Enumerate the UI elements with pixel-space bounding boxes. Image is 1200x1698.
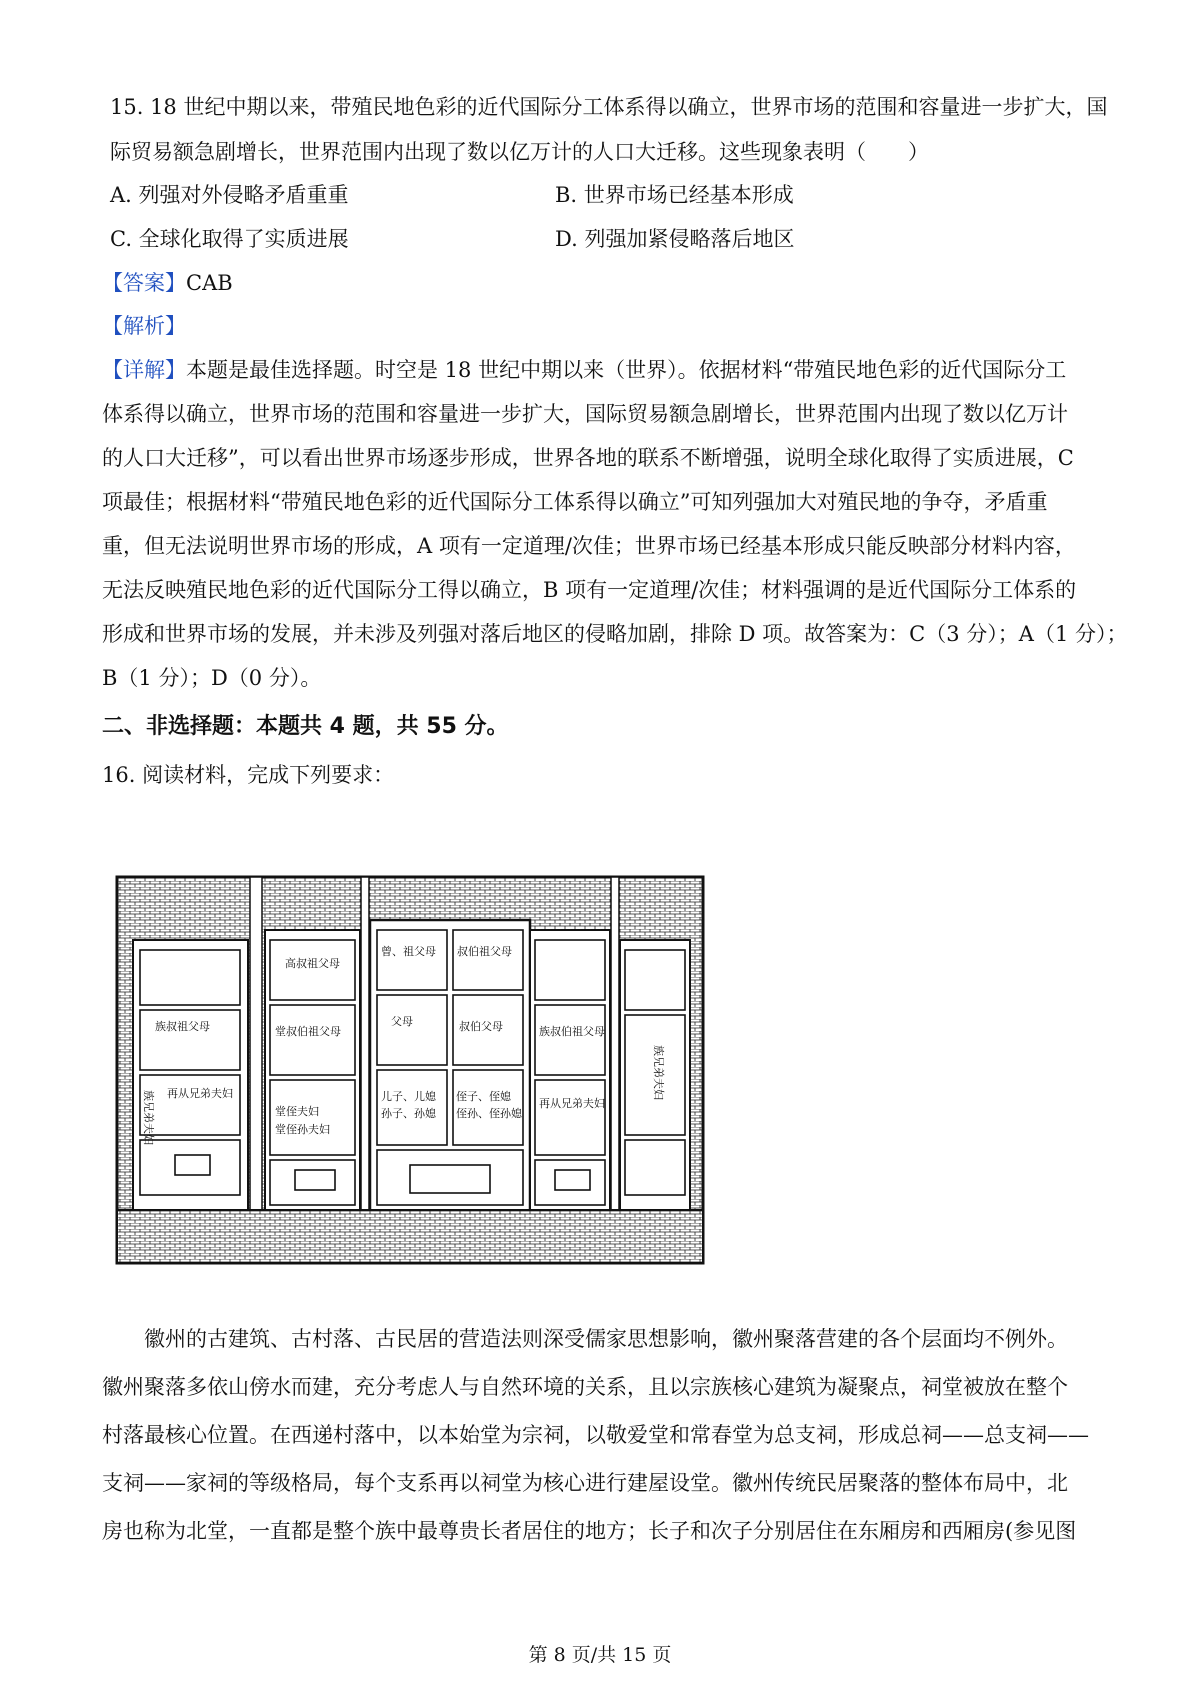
detail-tag: 【详解】 bbox=[102, 358, 186, 382]
detail-line-2: 体系得以确立，世界市场的范围和容量进一步扩大，国际贸易额急剧增长，世界范围内出现了数以亿万计 bbox=[102, 402, 1068, 426]
label-c-top1: 曾、祖父母 bbox=[381, 945, 436, 958]
section-2-heading: 二、非选择题：本题共 4 题，共 55 分。 bbox=[102, 714, 509, 739]
detail-line-8: B（1 分）；D（0 分）。 bbox=[102, 666, 322, 690]
label-mid-1: 堂叔伯祖父母 bbox=[275, 1025, 341, 1038]
label-left-3: 再从兄弟夫妇 bbox=[167, 1087, 233, 1100]
label-r-2: 再从兄弟夫妇 bbox=[539, 1097, 605, 1110]
detail-text-1: 本题是最佳选择题。时空是 18 世纪中期以来（世界）。依据材料“带殖民地色彩的近代国际分工 bbox=[186, 358, 1067, 382]
material-line-4: 支祠——家祠的等级格局，每个支系再以祠堂为核心进行建屋设堂。徽州传统民居聚落的整体布局中，北 bbox=[102, 1471, 1068, 1495]
detail-line-7: 形成和世界市场的发展，并未涉及列强对落后地区的侵略加剧，排除 D 项。故答案为：C（3 分）；A（1 分）； bbox=[102, 622, 1128, 646]
label-upper-left: 高叔祖父母 bbox=[285, 957, 340, 970]
label-c-low3: 侄子、侄媳 bbox=[456, 1090, 511, 1103]
label-c-low1: 儿子、儿媳 bbox=[381, 1090, 436, 1103]
floor-plan-svg bbox=[115, 875, 705, 1295]
label-mid-3: 堂侄孙夫妇 bbox=[275, 1123, 330, 1136]
label-r-1: 族叔伯祖父母 bbox=[539, 1025, 605, 1038]
label-c-mid2: 叔伯父母 bbox=[459, 1020, 503, 1033]
label-r-3: 族兄弟夫妇 bbox=[652, 1045, 665, 1100]
q15-stem-line1: 15. 18 世纪中期以来，带殖民地色彩的近代国际分工体系得以确立，世界市场的范围和容量进一步扩大，国 bbox=[110, 95, 1108, 119]
material-line-5: 房也称为北堂，一直都是整个族中最尊贵长者居住的地方；长子和次子分别居住在东厢房和西厢房(参见图 bbox=[102, 1519, 1077, 1543]
q16-stem: 16. 阅读材料，完成下列要求： bbox=[102, 763, 395, 787]
analysis-tag: 【解析】 bbox=[102, 314, 186, 338]
q15-option-c: C. 全球化取得了实质进展 bbox=[110, 227, 349, 251]
detail-line-3: 的人口大迁移”，可以看出世界市场逐步形成，世界各地的联系不断增强，说明全球化取得了实质进展，C bbox=[102, 446, 1074, 470]
label-left-2: 族兄弟夫妇 bbox=[142, 1090, 155, 1145]
page-footer: 第 8 页/共 15 页 bbox=[528, 1644, 672, 1666]
detail-line-1 bbox=[102, 355, 1092, 385]
label-mid-2: 堂侄夫妇 bbox=[275, 1105, 319, 1118]
q15-answer bbox=[102, 268, 233, 298]
label-c-mid1: 父母 bbox=[391, 1015, 413, 1028]
material-line-1: 徽州的古建筑、古村落、古民居的营造法则深受儒家思想影响，徽州聚落营建的各个层面均不例外。 bbox=[102, 1327, 1068, 1351]
detail-line-4: 项最佳；根据材料“带殖民地色彩的近代国际分工体系得以确立”可知列强加大对殖民地的争夺，矛盾重 bbox=[102, 490, 1048, 514]
label-left-1: 族叔祖父母 bbox=[155, 1020, 210, 1033]
label-c-low4: 侄孙、侄孙媳 bbox=[456, 1107, 522, 1120]
q15-option-a: A. 列强对外侵略矛盾重重 bbox=[110, 183, 349, 207]
detail-line-6: 无法反映殖民地色彩的近代国际分工得以确立，B 项有一定道理/次佳；材料强调的是近代国际分工体系的 bbox=[102, 578, 1077, 602]
label-c-low2: 孙子、孙媳 bbox=[381, 1107, 436, 1120]
label-c-top2: 叔伯祖父母 bbox=[457, 945, 512, 958]
q15-stem-line2: 际贸易额急剧增长，世界范围内出现了数以亿万计的人口大迁移。这些现象表明（ ） bbox=[110, 140, 929, 164]
answer-value: CAB bbox=[186, 271, 233, 295]
answer-tag: 【答案】 bbox=[102, 271, 186, 295]
huizhou-floor-plan-figure bbox=[115, 875, 705, 1295]
material-line-3: 村落最核心位置。在西递村落中，以本始堂为宗祠，以敬爱堂和常春堂为总支祠，形成总祠——总支祠—— bbox=[102, 1423, 1089, 1447]
q15-option-b: B. 世界市场已经基本形成 bbox=[555, 183, 794, 207]
q15-option-d: D. 列强加紧侵略落后地区 bbox=[555, 227, 795, 251]
material-line-2: 徽州聚落多依山傍水而建，充分考虑人与自然环境的关系，且以宗族核心建筑为凝聚点，祠堂被放在整个 bbox=[102, 1375, 1068, 1399]
detail-line-5: 重，但无法说明世界市场的形成，A 项有一定道理/次佳；世界市场已经基本形成只能反映部分材料内容， bbox=[102, 534, 1076, 558]
